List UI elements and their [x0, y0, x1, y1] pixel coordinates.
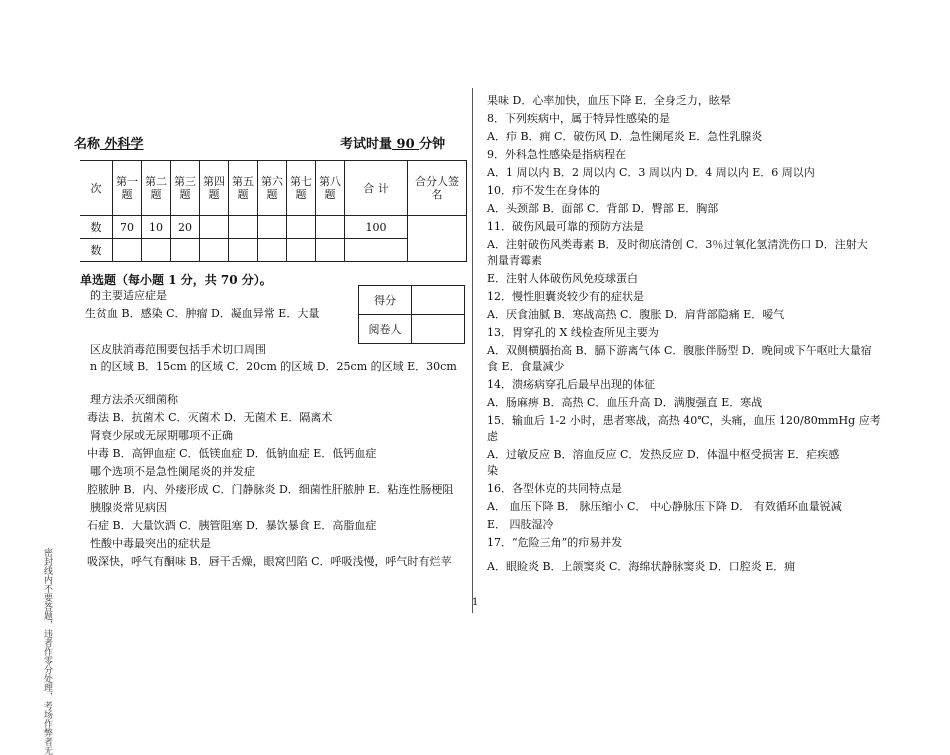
right-line: 9．外科急性感染是指病程在	[487, 148, 626, 161]
right-line: 11．破伤风最可靠的预防方法是	[487, 220, 644, 233]
right-line: A．肠麻痹 B．高热 C．血压升高 D．满腹强直 E．寒战	[487, 396, 763, 409]
left-line: 石症 B．大量饮酒 C．胰管阻塞 D．暴饮暴食 E．高脂血症	[87, 519, 377, 532]
left-line: n 的区域 B．15cm 的区域 C．20cm 的区域 D．25cm 的区域 E．30cm	[90, 360, 457, 373]
header-cell: 第五题	[229, 161, 258, 216]
grader-box	[358, 285, 465, 344]
left-line: 腔脓肿 B．内、外瘘形成 C．门静脉炎 D．细菌性肝脓肿 E．粘连性肠梗阻	[87, 483, 454, 496]
right-line: A．眼睑炎 B．上颌窦炎 C．海绵状静脉窦炎 D．口腔炎 E．痈	[487, 560, 796, 573]
left-line: 吸深快，呼气有酮味 B．唇干舌燥，眼窝凹陷 C．呼吸浅慢，呼气时有烂苹	[87, 555, 452, 568]
course-title	[74, 133, 144, 152]
total-cell: 100	[345, 216, 408, 239]
right-line: A．1 周以内 B．2 周以内 C．3 周以内 D．4 周以内 E．6 周以内	[487, 166, 815, 179]
right-line: 15．输血后 1-2 小时，患者寒战，高热 40℃，头痛，血压 120/80mmHg 应考	[487, 414, 881, 427]
header-cell: 第一题	[113, 161, 142, 216]
section-title	[80, 271, 272, 288]
right-line: 果味 D．心率加快，血压下降 E．全身乏力，眩晕	[487, 94, 731, 107]
score-cell	[258, 239, 287, 262]
time-unit: 分钟	[419, 137, 446, 152]
right-line: 染	[487, 464, 498, 477]
right-line: A．头颈部 B．面部 C．背部 D．臀部 E．胸部	[487, 202, 719, 215]
course-name: 外科学	[100, 137, 144, 152]
score-cell	[200, 216, 229, 239]
score-table-header	[80, 161, 467, 216]
score-label: 得分	[359, 286, 412, 315]
right-line: 16．各型休克的共同特点是	[487, 482, 622, 495]
score-cell	[258, 216, 287, 239]
header-cell: 合分人签 名	[408, 161, 467, 216]
score-cell	[287, 239, 316, 262]
exam-time	[340, 133, 445, 152]
column-divider	[472, 88, 473, 613]
score-cell: 70	[113, 216, 142, 239]
left-line: 生贫血 B．感染 C．肿瘤 D．凝血异常 E．大量	[85, 307, 320, 320]
score-cell	[142, 239, 171, 262]
score-cell	[229, 216, 258, 239]
seal-margin-note: 密封线内不要答题，违者作零分处理，考场作弊者无	[42, 548, 52, 755]
table-row	[80, 216, 467, 239]
row-label: 数	[80, 239, 113, 262]
time-value: 90	[392, 137, 420, 152]
right-line: 13．胃穿孔的 X 线检查所见主要为	[487, 326, 659, 339]
header-cell: 第二题	[142, 161, 171, 216]
right-line: A．疖 B．痈 C．破伤风 D．急性阑尾炎 E．急性乳腺炎	[487, 130, 763, 143]
right-line: 17．“危险三角”的疖易并发	[487, 536, 623, 549]
score-cell	[200, 239, 229, 262]
header-cell: 第八题	[316, 161, 345, 216]
section-title-main: 单选题	[80, 273, 117, 287]
right-line: A．厌食油腻 B．寒战高热 C．腹胀 D．肩背部隐痛 E．嗳气	[487, 308, 785, 321]
score-cell	[316, 239, 345, 262]
left-line: 毒法 B．抗菌术 C．灭菌术 D．无菌术 E．隔离术	[87, 411, 333, 424]
left-line: 性酸中毒最突出的症状是	[90, 537, 211, 550]
right-line: A．注射破伤风类毒素 B．及时彻底清创 C．3％过氧化氢清洗伤口 D．注射大	[487, 238, 868, 251]
left-line: 的主要适应症是	[90, 289, 167, 302]
score-cell	[113, 239, 142, 262]
score-cell	[229, 239, 258, 262]
right-line: 食 E．食量减少	[487, 360, 565, 373]
score-cell	[287, 216, 316, 239]
right-line: 虑	[487, 430, 498, 443]
right-line: A．双侧横膈抬高 B．膈下游离气体 C．腹胀伴肠型 D．晚间或下午呕吐大量宿	[487, 344, 872, 357]
page-number: 1	[472, 597, 479, 608]
header-cell: 第四题	[200, 161, 229, 216]
right-line: A． 血压下降 B． 脉压缩小 C． 中心静脉压下降 D． 有效循环血量锐减	[487, 500, 842, 513]
score-cell: 10	[142, 216, 171, 239]
score-table	[80, 160, 467, 262]
section-title-note: （每小题 1 分，共 70 分）。	[116, 273, 272, 287]
score-input-cell	[412, 286, 465, 315]
left-line: 哪个选项不是急性阑尾炎的并发症	[90, 465, 255, 478]
right-line: E． 四肢湿冷	[487, 518, 554, 531]
header-cell: 第六题	[258, 161, 287, 216]
right-line: E．注射人体破伤风免疫球蛋白	[487, 272, 639, 285]
header-cell: 次	[80, 161, 113, 216]
score-cell	[171, 239, 200, 262]
course-prefix: 名称	[74, 137, 101, 152]
right-line: 12．慢性胆囊炎较少有的症状是	[487, 290, 644, 303]
signature-cell	[408, 216, 467, 262]
reviewer-label: 阅卷人	[359, 315, 412, 344]
right-line: 14．溃疡病穿孔后最早出现的体征	[487, 378, 655, 391]
score-cell	[316, 216, 345, 239]
right-line: A．过敏反应 B．溶血反应 C．发热反应 D．体温中枢受损害 E．疟疾感	[487, 448, 840, 461]
left-line: 胰腺炎常见病因	[90, 501, 167, 514]
left-line: 区皮肤消毒范围要包括手术切口周围	[90, 343, 266, 356]
header-cell: 合 计	[345, 161, 408, 216]
right-line: 剂量青霉素	[487, 254, 542, 267]
reviewer-input-cell	[412, 315, 465, 344]
header-cell: 第七题	[287, 161, 316, 216]
left-line: 理方法杀灭细菌称	[90, 393, 178, 406]
row-label: 数	[80, 216, 113, 239]
right-line: 10．疖不发生在身体的	[487, 184, 600, 197]
left-line: 中毒 B．高钾血症 C．低镁血症 D．低钠血症 E．低钙血症	[87, 447, 377, 460]
time-label: 考试时量	[340, 137, 393, 152]
left-line: 肾衰少尿或无尿期哪项不正确	[90, 429, 233, 442]
header-cell: 第三题	[171, 161, 200, 216]
score-cell: 20	[171, 216, 200, 239]
total-cell	[345, 239, 408, 262]
right-line: 8．下列疾病中，属于特异性感染的是	[487, 112, 670, 125]
